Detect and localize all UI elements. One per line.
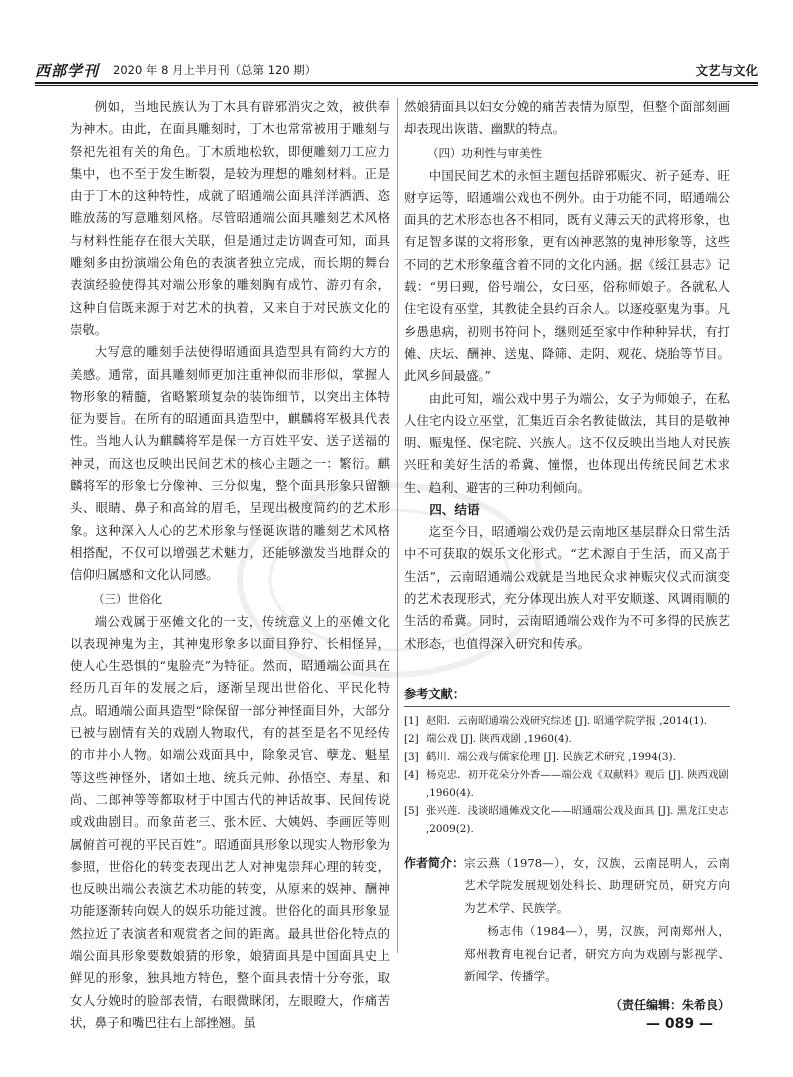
reference-number: [4] [404,768,419,781]
reference-item [404,748,730,766]
body-paragraph: 迄至今日，昭通端公戏仍是云南地区基层群众日常生活中不可获取的娱乐文化形式。“艺术源自于生活，而又高于生活”，云南昭通端公戏就是当地民众求神赈灾仪式而演变的艺术表现形式，充分体现出族人对平安顺遂、风调雨顺的生活的希冀。同时，云南昭通端公戏作为不可多得的民族艺术形态，也值得深入研究和传承。 [404,524,730,651]
subsection-heading: （四）功利性与审美性 [427,145,542,160]
page-number: — 089 — [646,1016,713,1032]
reference-text: 鹤川．端公戏与儒家伦理 [J]. 民族艺术研究 ,1994(3). [426,750,676,763]
header-rule-thin [35,85,758,86]
reference-item [404,766,730,802]
subsection-heading: （三）世俗化 [93,591,162,606]
body-paragraph: 大写意的雕刻手法使得昭通面具造型具有简约大方的美感。通常，面具雕刻师更加注重神似而非形似，掌握人物形象的精髓，省略繁琐复杂的装饰细节，以突出主体特征为要旨。在所有的昭通面具造型中，麒麟将军极具代表性。当地人认为麒麟将军是保一方百姓平安、送子送福的神灵，而这也反映出民间艺术的核心主题之一：繁衍。麒麟将军的形象七分像神、三分似鬼，整个面具形象只留额头、眼睛、鼻子和高耸的眉毛，呈现出极度简约的艺术形象。这种深入人心的艺术形象与怪诞诙谐的雕刻艺术风格相搭配，不仅可以增强艺术魅力，还能够激发当地群众的信仰归属感和文化认同感。 [70,344,390,583]
references-title: 参考文献： [404,686,465,701]
reference-number: [3] [404,750,419,763]
author-bios [464,852,730,988]
reference-text: 赵阳．云南昭通端公戏研究综述 [J]. 昭通学院学报 ,2014(1). [426,714,708,727]
references-rule [404,706,730,707]
author-bio: 宗云燕（1978—），女，汉族，云南昆明人，云南艺术学院发展规划处科长、助理研究员，研究方向为艺术学、民族学。 [464,855,730,915]
responsible-editor: （责任编辑：朱希良） [609,997,730,1012]
section-tag: 文艺与文化 [695,63,758,78]
left-column [70,96,390,1034]
reference-item [404,802,730,838]
journal-logo: 西部学刊 [35,62,100,80]
journal-issue: 2020 年 8 月上半月刊（总第 120 期） [113,63,317,77]
author-bio: 杨志伟（1984—），男，汉族，河南郑州人，郑州教育电视台记者，研究方向为戏剧与影视学、新闻学、传播学。 [464,924,730,984]
body-paragraph: 端公戏属于巫傩文化的一支，传统意义上的巫傩文化以表现神鬼为主，其神鬼形象多以面目狰狞、长相怪异，使人心生恐惧的“鬼脸壳”为特征。然而，昭通端公面具在经历几百年的发展之后，逐渐呈现出世俗化、平民化特点。昭通端公面具造型“除保留一部分神怪面目外，大部分已被与剧情有关的戏剧人物取代，有的甚至是名不见经传的市井小人物。如端公戏面具中，除象灵官、孽龙、魁星等这些神怪外，诸如土地、统兵元帅、孙悟空、寿星、和尚、二郎神等等都取材于中国古代的神话故事、民间传说或戏曲剧目。而象苗老三、张木匠、大姨妈、李画匠等则属俯首可视的平民百姓”。昭通面具形象以现实人物形象为参照，世俗化的转变表现出艺人对神鬼崇拜心理的转变，也反映出端公表演艺术功能的转变，从原来的娱神、酬神功能逐渐转向娱人的娱乐功能过渡。世俗化的面具形象显然拉近了表演者和观赏者之间的距离。最具世俗化特点的端公面具形象要数娘猜的形象，娘猜面具是中国面具史上鲜见的形象，独具地方特色，整个面具表情十分夸张，取女人分娩时的脸部表情，右眼微眯闭，左眼瞪大，作痛苦状，鼻子和嘴巴往右上部挫翘。虽 [70,613,390,1030]
column-divider [397,98,398,953]
author-label: 作者简介： [404,855,465,870]
body-paragraph: 例如，当地民族认为丁木具有辟邪消灾之效，被供奉为神木。由此，在面具雕刻时，丁木也常常被用于雕刻与祭祀先祖有关的角色。丁木质地松软，即便雕刻刀工应力集中，也不至于发生断裂，是较为理想的雕刻材料。正是由于丁木的这种特性，成就了昭通端公面具洋洋洒洒、恣睢放荡的写意雕刻风格。尽管昭通端公面具雕刻艺术风格与材料性能存在很大关联，但是通过走访调查可知，面具雕刻多由扮演端公角色的表演者独立完成，而长期的舞台表演经验使得其对端公形象的雕刻胸有成竹、游刃有余，这种自信既来源于对艺术的执着，又来自于对民族文化的崇敬。 [70,99,390,337]
section-heading: 四、结语 [429,502,480,518]
reference-number: [1] [404,714,419,727]
reference-text: 端公戏 [J]. 陕西戏剧 ,1960(4). [426,732,572,745]
header-rule [35,82,758,84]
reference-text: 张兴莲．浅谈昭通傩戏文化——昭通端公戏及面具 [J]. 黑龙江史志 ,2009(2). [426,804,729,835]
reference-item [404,712,730,730]
reference-item [404,730,730,748]
reference-number: [2] [404,732,419,745]
author-info [404,852,730,988]
page-header [35,58,758,80]
reference-text: 杨克忠．初开花朵分外香——端公戏《双献料》观后 [J]. 陕西戏剧 ,1960(4). [426,768,729,799]
body-paragraph: 中国民间艺术的永恒主题包括辟邪赈灾、祈子延寿、旺财亨运等，昭通端公戏也不例外。由于功能不同，昭通端公面具的艺术形态也各不相同，既有义薄云天的武将形象，也有足智多谋的文将形象，更有凶神恶煞的鬼神形象等，这些不同的艺术形象蕴含着不同的文化内涵。据《绥江县志》记载：“男曰觋，俗号端公，女曰巫，俗称师娘子。各就私人住宅设有巫堂，其教徒全县约百余人。以逐疫驱鬼为事。凡乡愚患病，初则书符问卜，继则延至家中作种种异状，有打傩、庆坛、酬神、送鬼、降筛、走阴、观花、烧胎等节目。此风乡间最盛。” [404,167,730,384]
right-column [404,96,730,1013]
body-paragraph-continued: 然娘猜面具以妇女分娩的痛苦表情为原型，但整个面部刻画却表现出诙谐、幽默的特点。 [404,99,730,137]
body-paragraph: 由此可知，端公戏中男子为端公，女子为师娘子，在私人住宅内设立巫堂，汇集近百余名教徒做法，其目的是敬神明、赈鬼怪、保宅院、兴族人。这不仅反映出当地人对民族兴旺和美好生活的希冀、憧憬，也体现出传统民间艺术求生、趋利、避害的三种功利倾向。 [404,390,730,495]
references-list [404,712,730,838]
reference-number: [5] [404,804,419,817]
